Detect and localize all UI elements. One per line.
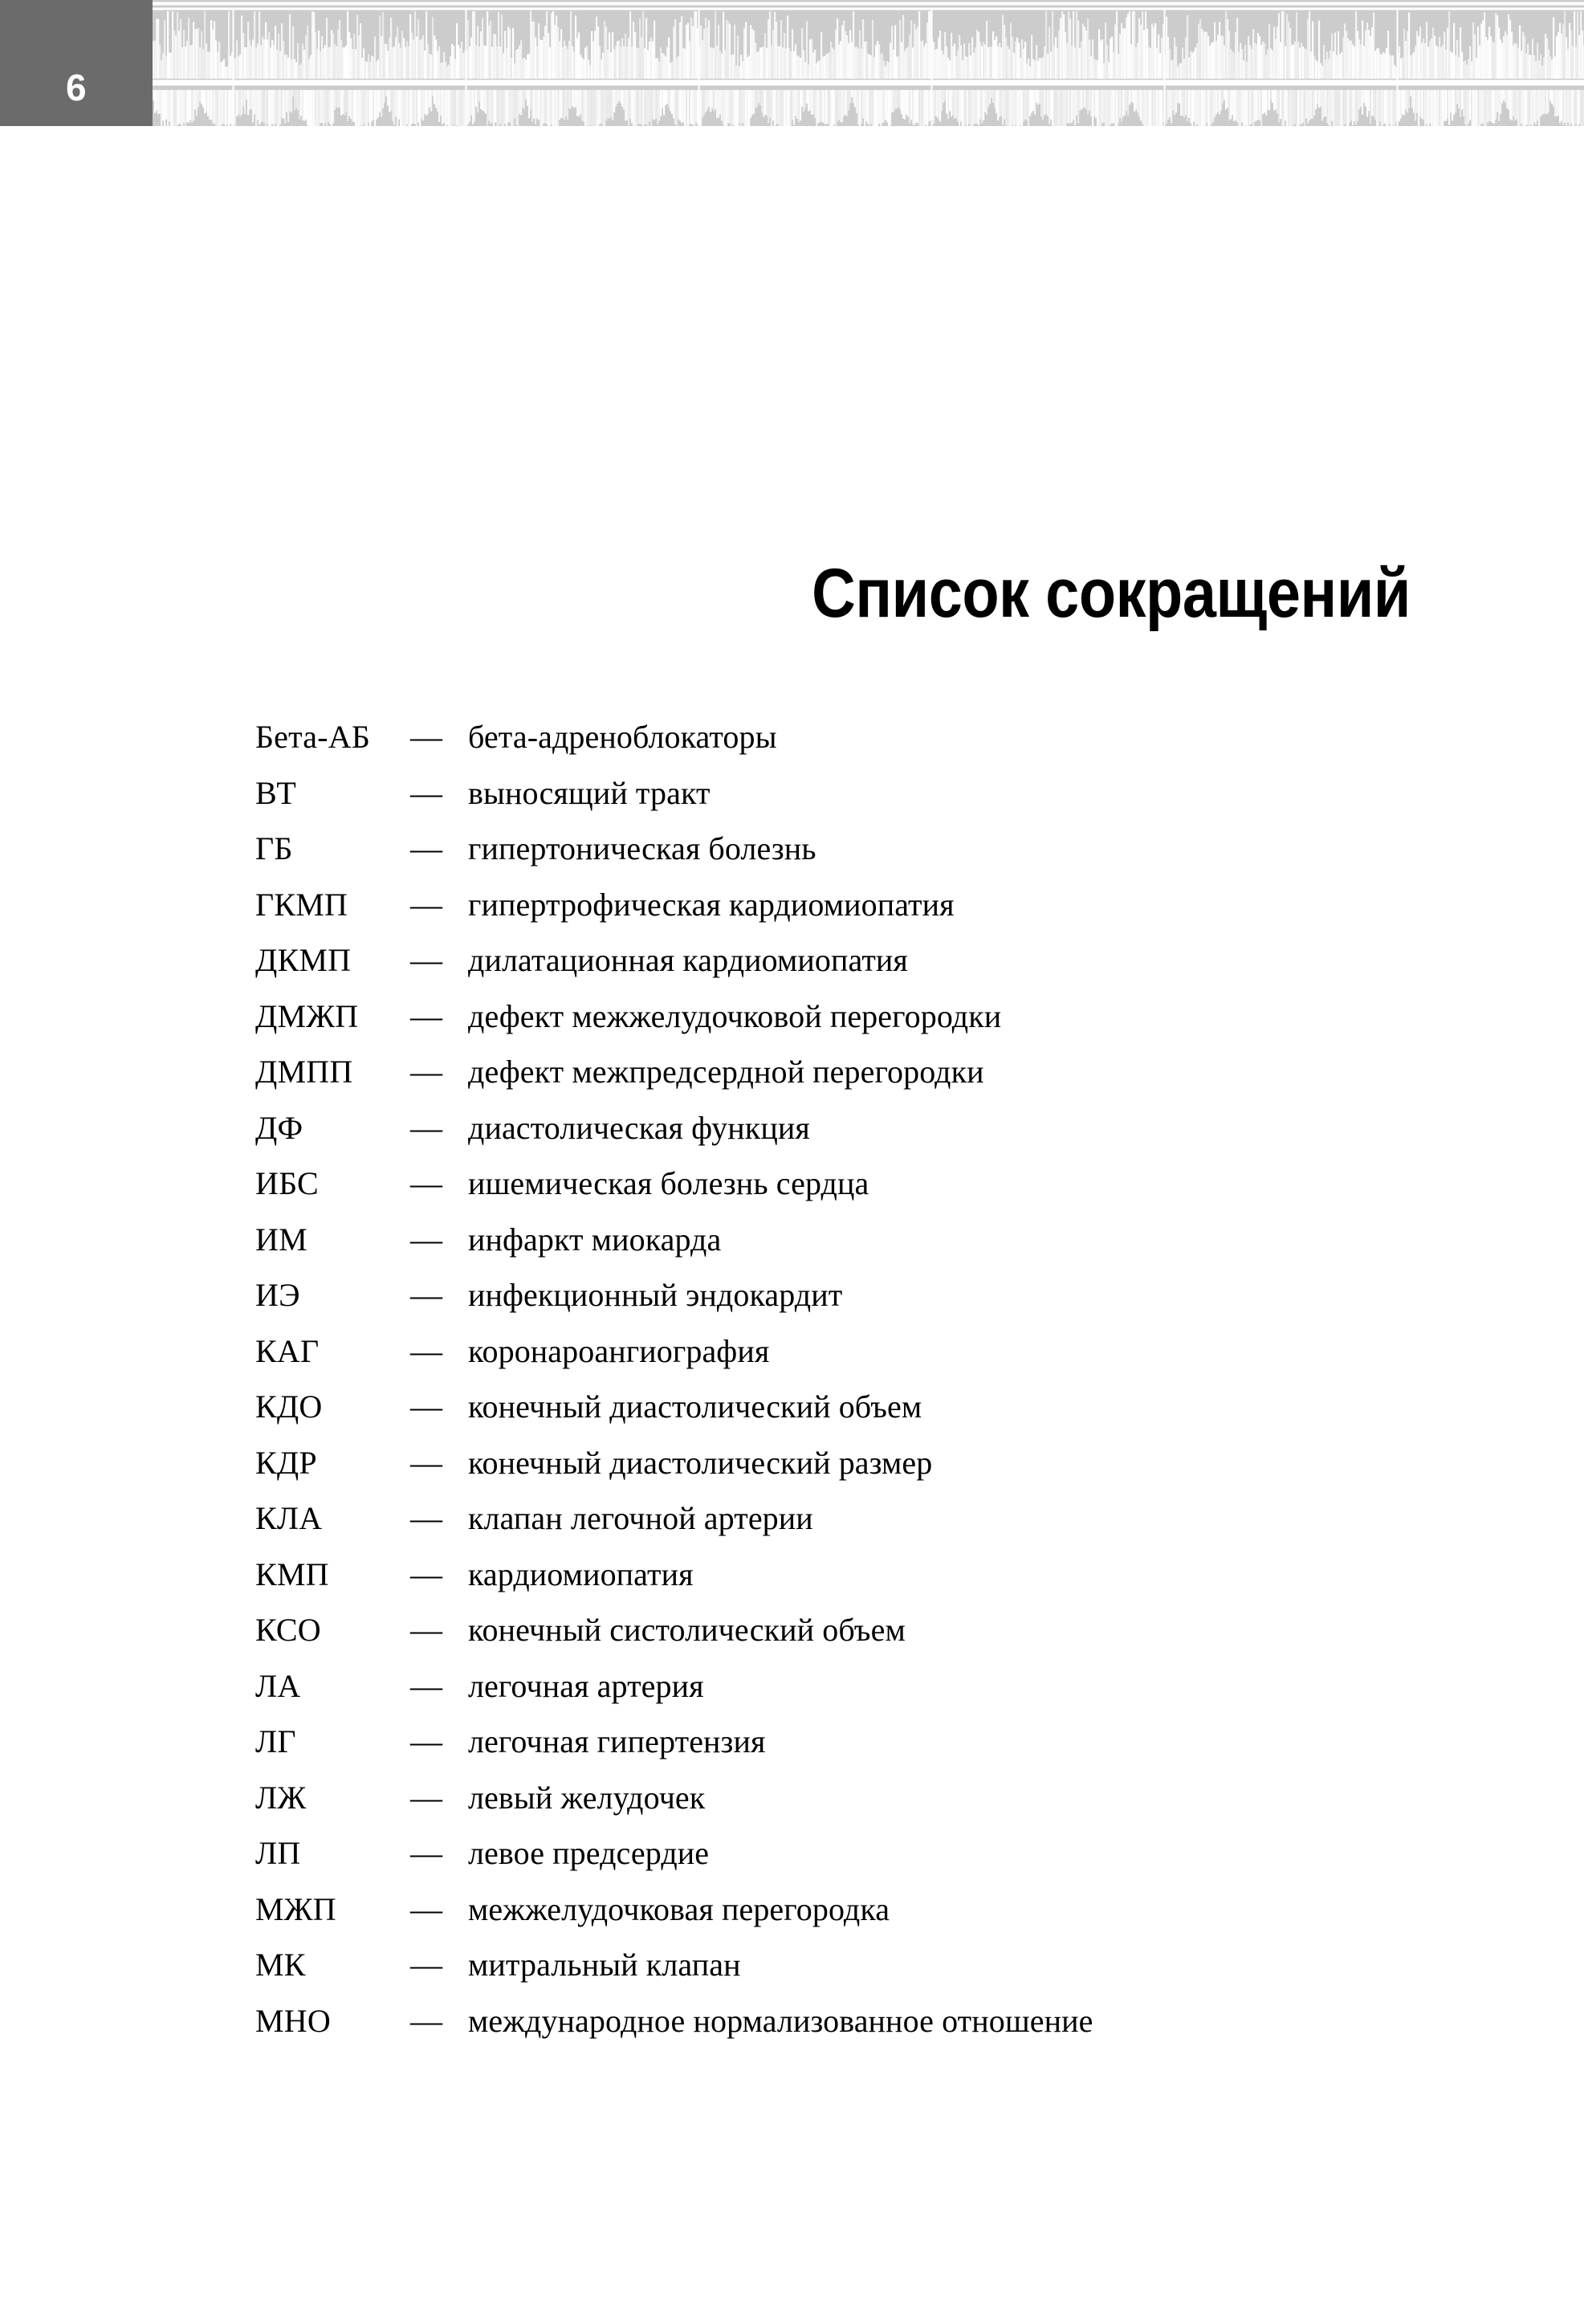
abbreviation-term: КДР bbox=[255, 1444, 317, 1481]
abbreviation-term: МЖП bbox=[255, 1890, 336, 1927]
abbreviation-definition: ишемическая болезнь сердца bbox=[468, 1165, 869, 1201]
abbreviation-row bbox=[255, 1444, 1460, 1503]
abbreviation-term: ДМПП bbox=[255, 1054, 353, 1090]
abbreviation-dash: — bbox=[410, 1835, 442, 1871]
page-number-block bbox=[0, 0, 153, 126]
abbreviation-dash: — bbox=[410, 1667, 442, 1704]
abbreviation-definition: дефект межпредсердной перегородки bbox=[468, 1054, 984, 1090]
abbreviation-term: КМП bbox=[255, 1555, 329, 1592]
abbreviation-row bbox=[255, 2002, 1460, 2061]
abbreviation-term: ЛЖ bbox=[255, 1779, 307, 1816]
abbreviation-row bbox=[255, 1165, 1460, 1224]
doppler-echocardiogram-waveform bbox=[153, 0, 1584, 126]
abbreviation-dash: — bbox=[410, 1723, 442, 1759]
abbreviation-term: КЛА bbox=[255, 1500, 323, 1536]
abbreviation-row bbox=[255, 1332, 1460, 1392]
abbreviation-dash: — bbox=[410, 1277, 442, 1313]
abbreviation-term: ГБ bbox=[255, 830, 293, 866]
abbreviation-dash: — bbox=[410, 1165, 442, 1201]
abbreviation-dash: — bbox=[410, 774, 442, 811]
abbreviation-row bbox=[255, 774, 1460, 834]
abbreviation-term: ИЭ bbox=[255, 1277, 300, 1313]
abbreviation-definition: легочная гипертензия bbox=[468, 1723, 766, 1759]
page-header-band bbox=[0, 0, 1584, 126]
abbreviation-row bbox=[255, 1949, 1460, 2005]
page-title: Список сокращений bbox=[812, 554, 1411, 632]
abbreviation-term: МК bbox=[255, 1947, 306, 1983]
abbreviation-row bbox=[255, 721, 1460, 777]
abbreviation-row bbox=[255, 1779, 1460, 1838]
abbreviation-dash: — bbox=[410, 1444, 442, 1481]
abbreviation-definition: инфекционный эндокардит bbox=[468, 1277, 843, 1313]
abbreviation-row bbox=[255, 1723, 1460, 1782]
abbreviation-row bbox=[255, 1555, 1460, 1615]
abbreviation-dash: — bbox=[410, 1054, 442, 1090]
abbreviation-definition: гипертоническая болезнь bbox=[468, 830, 816, 866]
abbreviation-definition: легочная артерия bbox=[468, 1667, 704, 1704]
abbreviation-list bbox=[255, 721, 1460, 2061]
abbreviation-row bbox=[255, 830, 1460, 889]
abbreviation-row bbox=[255, 1388, 1460, 1447]
abbreviation-term: ЛП bbox=[255, 1835, 301, 1871]
abbreviation-row bbox=[255, 1221, 1460, 1280]
abbreviation-dash: — bbox=[410, 1612, 442, 1648]
abbreviation-term: КДО bbox=[255, 1388, 323, 1425]
abbreviation-definition: конечный диастолический объем bbox=[468, 1388, 922, 1425]
abbreviation-definition: левый желудочек bbox=[468, 1779, 706, 1816]
abbreviation-term: Бета-АБ bbox=[255, 719, 371, 755]
abbreviation-definition: межжелудочковая перегородка bbox=[468, 1890, 890, 1927]
abbreviation-term: ДКМП bbox=[255, 942, 352, 978]
abbreviation-row bbox=[255, 1837, 1460, 1894]
abbreviation-dash: — bbox=[410, 830, 442, 866]
abbreviation-dash: — bbox=[410, 1555, 442, 1592]
page-number: 6 bbox=[65, 67, 88, 108]
abbreviation-definition: кардиомиопатия bbox=[468, 1555, 694, 1592]
abbreviation-row bbox=[255, 1109, 1460, 1168]
abbreviation-term: ГКМП bbox=[255, 886, 348, 923]
abbreviation-definition: международное нормализованное отношение bbox=[468, 2002, 1093, 2039]
abbreviation-definition: диастолическая функция bbox=[468, 1109, 810, 1146]
abbreviation-definition: конечный диастолический размер bbox=[468, 1444, 933, 1481]
abbreviation-definition: выносящий тракт bbox=[468, 774, 711, 811]
abbreviation-term: ЛГ bbox=[255, 1723, 296, 1759]
abbreviation-dash: — bbox=[410, 997, 442, 1034]
abbreviation-definition: коронароангиография bbox=[468, 1332, 770, 1369]
abbreviation-dash: — bbox=[410, 1890, 442, 1927]
abbreviation-dash: — bbox=[410, 1332, 442, 1369]
abbreviation-dash: — bbox=[410, 2002, 442, 2039]
abbreviation-definition: конечный систолический объем bbox=[468, 1612, 906, 1648]
abbreviation-term: КСО bbox=[255, 1612, 321, 1648]
abbreviation-term: ИМ bbox=[255, 1221, 307, 1258]
abbreviation-row bbox=[255, 997, 1460, 1057]
abbreviation-definition: бета-адреноблокаторы bbox=[468, 719, 777, 755]
abbreviation-definition: левое предсердие bbox=[468, 1835, 710, 1871]
abbreviation-row bbox=[255, 1667, 1460, 1727]
abbreviation-definition: инфаркт миокарда bbox=[468, 1221, 722, 1258]
abbreviation-term: КАГ bbox=[255, 1332, 320, 1369]
abbreviation-definition: митральный клапан bbox=[468, 1947, 741, 1983]
abbreviation-dash: — bbox=[410, 1947, 442, 1983]
abbreviation-term: ИБС bbox=[255, 1165, 319, 1201]
abbreviation-term: ДФ bbox=[255, 1109, 303, 1146]
abbreviation-dash: — bbox=[410, 886, 442, 923]
abbreviation-term: ЛА bbox=[255, 1667, 301, 1704]
abbreviation-row bbox=[255, 886, 1460, 945]
abbreviation-dash: — bbox=[410, 1500, 442, 1536]
abbreviation-dash: — bbox=[410, 942, 442, 978]
abbreviation-row bbox=[255, 944, 1460, 1001]
abbreviation-row bbox=[255, 1056, 1460, 1112]
abbreviation-dash: — bbox=[410, 1779, 442, 1816]
abbreviation-dash: — bbox=[410, 1221, 442, 1258]
abbreviation-row bbox=[255, 1279, 1460, 1335]
abbreviation-term: ВТ bbox=[255, 774, 296, 811]
abbreviation-term: МНО bbox=[255, 2002, 331, 2039]
abbreviation-definition: гипертрофическая кардиомиопатия bbox=[468, 886, 955, 923]
abbreviation-row bbox=[255, 1502, 1460, 1559]
abbreviation-dash: — bbox=[410, 1109, 442, 1146]
abbreviation-term: ДМЖП bbox=[255, 997, 359, 1034]
abbreviation-definition: клапан легочной артерии bbox=[468, 1500, 813, 1536]
abbreviation-row bbox=[255, 1614, 1460, 1670]
abbreviation-dash: — bbox=[410, 1388, 442, 1425]
abbreviation-dash: — bbox=[410, 719, 442, 755]
abbreviation-row bbox=[255, 1890, 1460, 1950]
abbreviation-definition: дефект межжелудочковой перегородки bbox=[468, 997, 1002, 1034]
abbreviation-definition: дилатационная кардиомиопатия bbox=[468, 942, 908, 978]
waveform-graphic bbox=[153, 0, 1584, 126]
